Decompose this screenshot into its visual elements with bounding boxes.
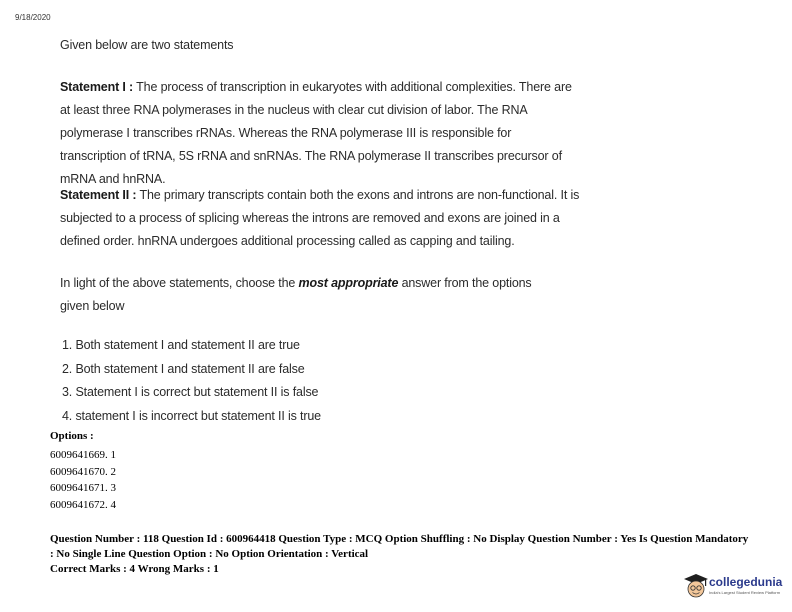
metadata-line-1: Question Number : 118 Question Id : 600964418 Question Type : MCQ Option Shuffling : No Display Question Number : Yes Is Question Mandatory : No Single Line Question Option : No Option Orientation : Vertical (50, 533, 749, 560)
answer-choice: 1. Both statement I and statement II are true (62, 338, 300, 352)
answer-choice: 4. statement I is incorrect but statement II is true (62, 408, 321, 423)
option-id: 6009641672. 4 (50, 498, 116, 511)
statement-1-text: The process of transcription in eukaryotes with additional complexities. There are at least three RNA polymerases in the nucleus with clear cut division of labor. The RNA polymerase I transcribes rRNAs. Whereas the RNA polymerase III is responsible for transcription of tRNA, 5S rRNA and snRNAs. The RNA polymerase II transcribes precursor of mRNA and hnRNA. (60, 80, 572, 186)
graduate-mascot-icon (683, 572, 709, 600)
options-list (50, 447, 116, 513)
instruction-bold: most appropriate (298, 276, 399, 290)
logo-tagline: India's Largest Student Review Platform (709, 590, 781, 595)
option-id: 6009641670. 2 (50, 465, 116, 478)
statement-2 (60, 184, 580, 253)
statement-2-label: Statement II : (60, 188, 137, 202)
statement-1 (60, 76, 580, 191)
options-title: Options : (50, 430, 94, 442)
question-intro: Given below are two statements (60, 38, 234, 52)
collegedunia-logo (683, 572, 783, 602)
option-id: 6009641671. 3 (50, 482, 116, 494)
statement-1-label: Statement I : (60, 80, 134, 94)
instruction-before: In light of the above statements, choose the (60, 276, 299, 290)
statement-2-text: The primary transcripts contain both the exons and introns are non-functional. It is subjected to a process of splicing whereas the introns are removed and exons are joined in a defined order. hnRNA undergoes additional processing called as capping and tailing. (60, 188, 580, 248)
option-id: 6009641669. 1 (50, 449, 116, 461)
metadata-line-2: Correct Marks : 4 Wrong Marks : 1 (50, 563, 219, 575)
logo-wordmark: collegedunia (709, 575, 783, 589)
print-date: 9/18/2020 (15, 13, 51, 22)
answer-choice: 3. Statement I is correct but statement II is false (62, 385, 319, 399)
answer-choice: 2. Both statement I and statement II are false (62, 361, 305, 376)
question-instruction (60, 272, 560, 318)
question-metadata (50, 532, 750, 577)
instruction-after: answer from the options given below (60, 276, 532, 313)
answer-choices (62, 334, 321, 428)
